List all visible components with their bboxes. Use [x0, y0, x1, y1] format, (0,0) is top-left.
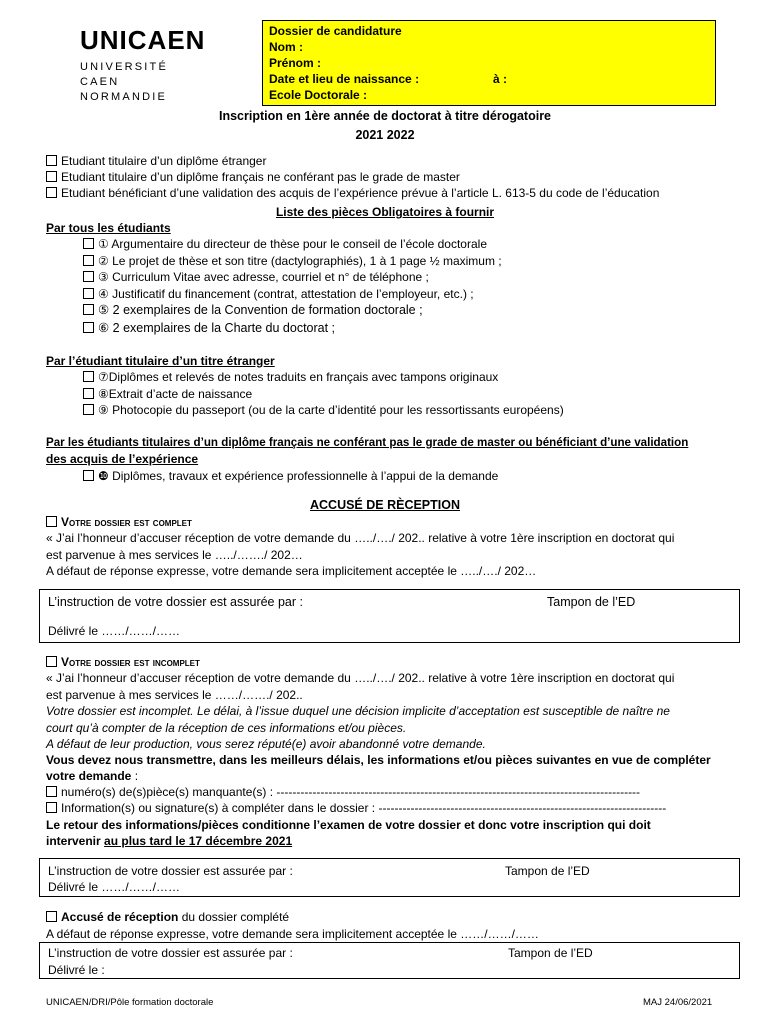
piece-item[interactable]: ⑥ 2 exemplaires de la Charte du doctorat ; [83, 320, 335, 336]
missing-info-option[interactable]: Information(s) ou signature(s) à compléter dans le dossier : ------------------------------------------------------------------------ [46, 800, 666, 816]
instruction-label: L’instruction de votre dossier est assurée par : [48, 595, 303, 609]
piece-item[interactable]: ② Le projet de thèse et son titre (dactylographiés), 1 à 1 page ½ maximum ; [83, 253, 502, 269]
tampon-label: Tampon de l’ED [547, 595, 636, 609]
piece-item[interactable]: ① Argumentaire du directeur de thèse pour le conseil de l’école doctorale [83, 236, 487, 252]
checkbox-icon[interactable] [83, 255, 94, 266]
retour-text-2: intervenir au plus tard le 17 décembre 2021 [46, 834, 293, 848]
piece-item[interactable]: ⑦Diplômes et relevés de notes traduits en français avec tampons originaux [83, 369, 498, 385]
checkbox-icon[interactable] [83, 304, 94, 315]
university-logo [80, 25, 206, 105]
checkbox-icon[interactable] [46, 171, 57, 182]
birth-field[interactable]: Date et lieu de naissance : à : [269, 72, 508, 86]
complet-text-3: A défaut de réponse expresse, votre demande sera implicitement acceptée le …../…./ 202… [46, 564, 537, 578]
piece-item[interactable]: ❿ Diplômes, travaux et expérience professionnelle à l’appui de la demande [83, 468, 498, 484]
status-option-3[interactable]: Etudiant bénéficiant d’une validation des acquis de l’expérience prévue à l’article L. 613-5 du code de l’éducation [46, 185, 659, 201]
ecole-field[interactable]: Ecole Doctorale : [269, 88, 368, 102]
checkbox-icon[interactable] [46, 516, 57, 527]
deadline-date: au plus tard le 17 décembre 2021 [104, 834, 293, 848]
candidature-title: Dossier de candidature [269, 24, 402, 38]
dossier-complete-option[interactable]: Accusé de réception du dossier complété [46, 909, 289, 925]
checkbox-icon[interactable] [46, 802, 57, 813]
complet-text-2: est parvenue à mes services le …../……./ 202… [46, 548, 303, 562]
status-option-1[interactable]: Etudiant titulaire d’un diplôme étranger [46, 153, 266, 169]
missing-pieces-option[interactable]: numéro(s) de(s)pièce(s) manquante(s) : ------------------------------------------------------------------------------------------- [46, 784, 640, 800]
checkbox-icon[interactable] [83, 288, 94, 299]
footer-left: UNICAEN/DRI/Pôle formation doctorale [46, 997, 214, 1008]
dossier-incomplet-option[interactable]: Votre dossier est incomplet [46, 654, 200, 670]
checkbox-icon[interactable] [83, 388, 94, 399]
transmettre-text-1: Vous devez nous transmettre, dans les meilleurs délais, les informations et/ou pièces suivantes en vue de compléter [46, 753, 711, 767]
checkbox-icon[interactable] [83, 404, 94, 415]
incomplet-italic-2: court qu’à compter de la réception de ces informations et/ou pièces. [46, 721, 407, 735]
piece-item[interactable]: ④ Justificatif du financement (contrat, attestation de l’employeur, etc.) ; [83, 286, 474, 302]
tampon-label: Tampon de l’ED [508, 946, 593, 960]
instruction-box-3 [39, 942, 740, 979]
candidature-box [262, 20, 716, 106]
checkbox-icon[interactable] [83, 371, 94, 382]
piece-item[interactable]: ⑤ 2 exemplaires de la Convention de formation doctorale ; [83, 302, 423, 318]
french-heading-1: Par les étudiants titulaires d’un diplôme français ne conférant pas le grade de master ou bénéficiant d’une validation [46, 436, 689, 449]
complet-text-1: « J’ai l’honneur d’accuser réception de votre demande du …../…./ 202.. relative à votre 1ère inscription en doctorat qui [46, 531, 675, 545]
delivre-label: Délivré le ……/……/…… [48, 624, 181, 638]
all-students-heading: Par tous les étudiants [46, 221, 171, 235]
french-heading-2: des acquis de l’expérience [46, 452, 199, 466]
prenom-field[interactable]: Prénom : [269, 56, 322, 70]
incomplet-italic-3: A défaut de leur production, vous serez réputé(e) avoir abandonné votre demande. [46, 737, 486, 751]
checkbox-icon[interactable] [83, 470, 94, 481]
piece-item[interactable]: ③ Curriculum Vitae avec adresse, courriel et n° de téléphone ; [83, 269, 429, 285]
incomplet-text-2: est parvenue à mes services le ……/……./ 202.. [46, 688, 303, 702]
accuse-title: ACCUSÉ DE RÈCEPTION [309, 498, 461, 512]
delivre-label: Délivré le : [48, 963, 105, 977]
instruction-label: L’instruction de votre dossier est assurée par : [48, 946, 293, 960]
footer-right: MAJ 24/06/2021 [643, 997, 713, 1008]
incomplet-italic-1: Votre dossier est incomplet. Le délai, à l’issue duquel une décision implicite d’acceptation est susceptible de naître ne [46, 704, 670, 718]
piece-item[interactable]: ⑧Extrait d’acte de naissance [83, 386, 252, 402]
instruction-box-2 [39, 858, 740, 897]
nom-field[interactable]: Nom : [269, 40, 303, 54]
checkbox-icon[interactable] [46, 187, 57, 198]
checkbox-icon[interactable] [83, 271, 94, 282]
tampon-label: Tampon de l’ED [505, 864, 590, 878]
instruction-box-1 [39, 589, 740, 643]
incomplet-text-1: « J’ai l’honneur d’accuser réception de votre demande du …../…./ 202.. relative à votre 1ère inscription en doctorat qui [46, 671, 675, 685]
instruction-label: L’instruction de votre dossier est assurée par : [48, 864, 293, 878]
checkbox-icon[interactable] [83, 322, 94, 333]
dossier-complet-option[interactable]: Votre dossier est complet [46, 514, 192, 530]
logo-text: UNIVERSITÉ CAEN NORMANDIE [80, 61, 169, 103]
pieces-title: Liste des pièces Obligatoires à fournir [275, 205, 495, 219]
checkbox-icon[interactable] [46, 656, 57, 667]
logo-mark: UNICAEN [80, 25, 206, 55]
checkbox-icon[interactable] [46, 786, 57, 797]
retour-text-1: Le retour des informations/pièces conditionne l’examen de votre dossier et donc votre inscription qui doit [46, 818, 651, 832]
checkbox-icon[interactable] [83, 238, 94, 249]
complete-text: A défaut de réponse expresse, votre demande sera implicitement acceptée le ……/……/…… [46, 927, 539, 941]
foreign-heading: Par l’étudiant titulaire d’un titre étranger [46, 354, 275, 368]
status-option-2[interactable]: Etudiant titulaire d’un diplôme français ne conférant pas le grade de master [46, 169, 460, 185]
delivre-label: Délivré le ……/……/…… [48, 880, 181, 894]
page-title: Inscription en 1ère année de doctorat à titre dérogatoire [218, 109, 552, 123]
piece-item[interactable]: ⑨ Photocopie du passeport (ou de la carte d’identité pour les ressortissants européens) [83, 402, 564, 418]
checkbox-icon[interactable] [46, 155, 57, 166]
academic-year: 2021 2022 [355, 128, 415, 142]
transmettre-text-2: votre demande : [46, 769, 139, 783]
checkbox-icon[interactable] [46, 911, 57, 922]
